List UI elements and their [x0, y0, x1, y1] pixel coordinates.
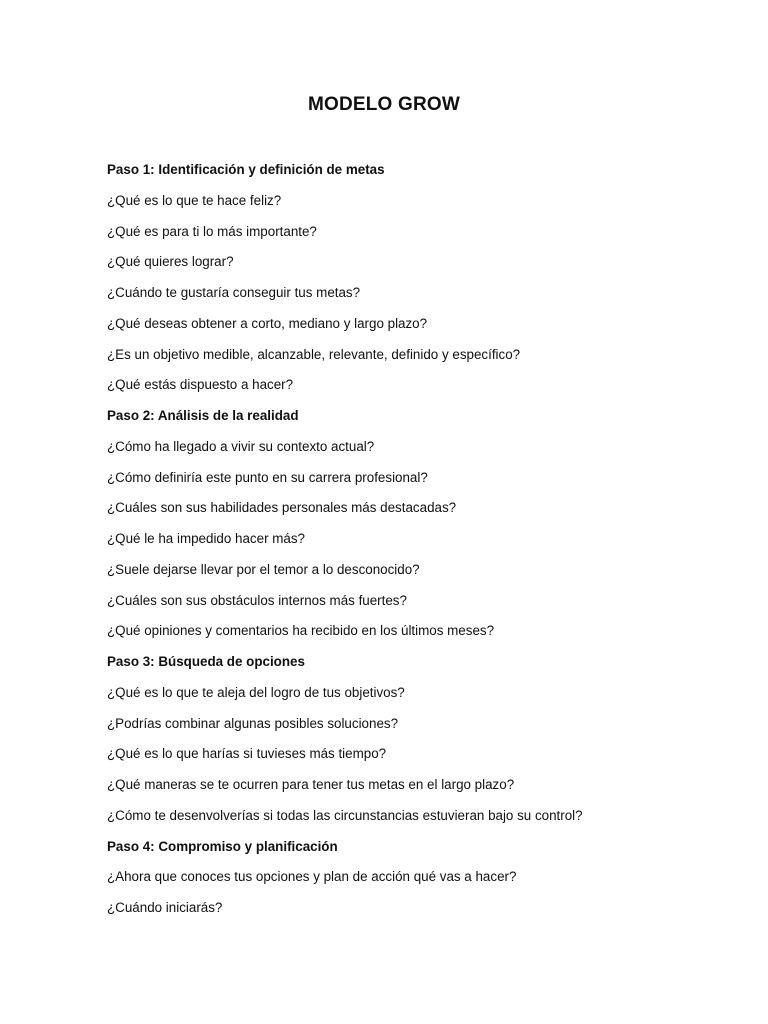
question-item: ¿Qué es para ti lo más importante?	[107, 223, 317, 239]
question-item: ¿Qué quieres lograr?	[107, 254, 234, 270]
question-item: ¿Suele dejarse llevar por el temor a lo desconocido?	[107, 561, 420, 577]
question-item: ¿Qué es lo que te hace feliz?	[107, 192, 282, 208]
section-heading: Paso 1: Identificación y definición de metas	[107, 162, 385, 177]
question-item: ¿Qué estás dispuesto a hacer?	[107, 377, 294, 393]
question-list	[107, 158, 727, 927]
question-item: ¿Qué opiniones y comentarios ha recibido en los últimos meses?	[107, 623, 495, 639]
question-item: ¿Qué es lo que te aleja del logro de tus objetivos?	[107, 684, 405, 700]
question-item: ¿Qué le ha impedido hacer más?	[107, 531, 305, 546]
section-heading: Paso 4: Compromiso y planificación	[107, 838, 338, 854]
question-item: ¿Cuáles son sus habilidades personales más destacadas?	[107, 500, 457, 516]
page-title: MODELO GROW	[307, 94, 461, 115]
question-item: ¿Cuándo iniciarás?	[107, 900, 223, 915]
question-item: ¿Cómo definiría este punto en su carrera profesional?	[107, 469, 428, 485]
question-item: ¿Podrías combinar algunas posibles soluciones?	[107, 715, 399, 731]
question-item: ¿Qué es lo que harías si tuvieses más tiempo?	[107, 746, 387, 762]
question-item: ¿Cuándo te gustaría conseguir tus metas?	[107, 285, 361, 300]
section-heading: Paso 2: Análisis de la realidad	[107, 408, 299, 423]
question-item: ¿Cómo te desenvolverías si todas las circunstancias estuvieran bajo su control?	[107, 807, 583, 823]
question-item: ¿Es un objetivo medible, alcanzable, relevante, definido y específico?	[107, 346, 521, 362]
question-item: ¿Ahora que conoces tus opciones y plan de acción qué vas a hacer?	[107, 869, 517, 885]
question-item: ¿Qué maneras se te ocurren para tener tus metas en el largo plazo?	[107, 777, 515, 792]
question-item: ¿Qué deseas obtener a corto, mediano y largo plazo?	[107, 315, 428, 331]
question-item: ¿Cómo ha llegado a vivir su contexto actual?	[107, 438, 375, 454]
question-item: ¿Cuáles son sus obstáculos internos más fuertes?	[107, 592, 407, 608]
section-heading: Paso 3: Búsqueda de opciones	[107, 654, 305, 669]
